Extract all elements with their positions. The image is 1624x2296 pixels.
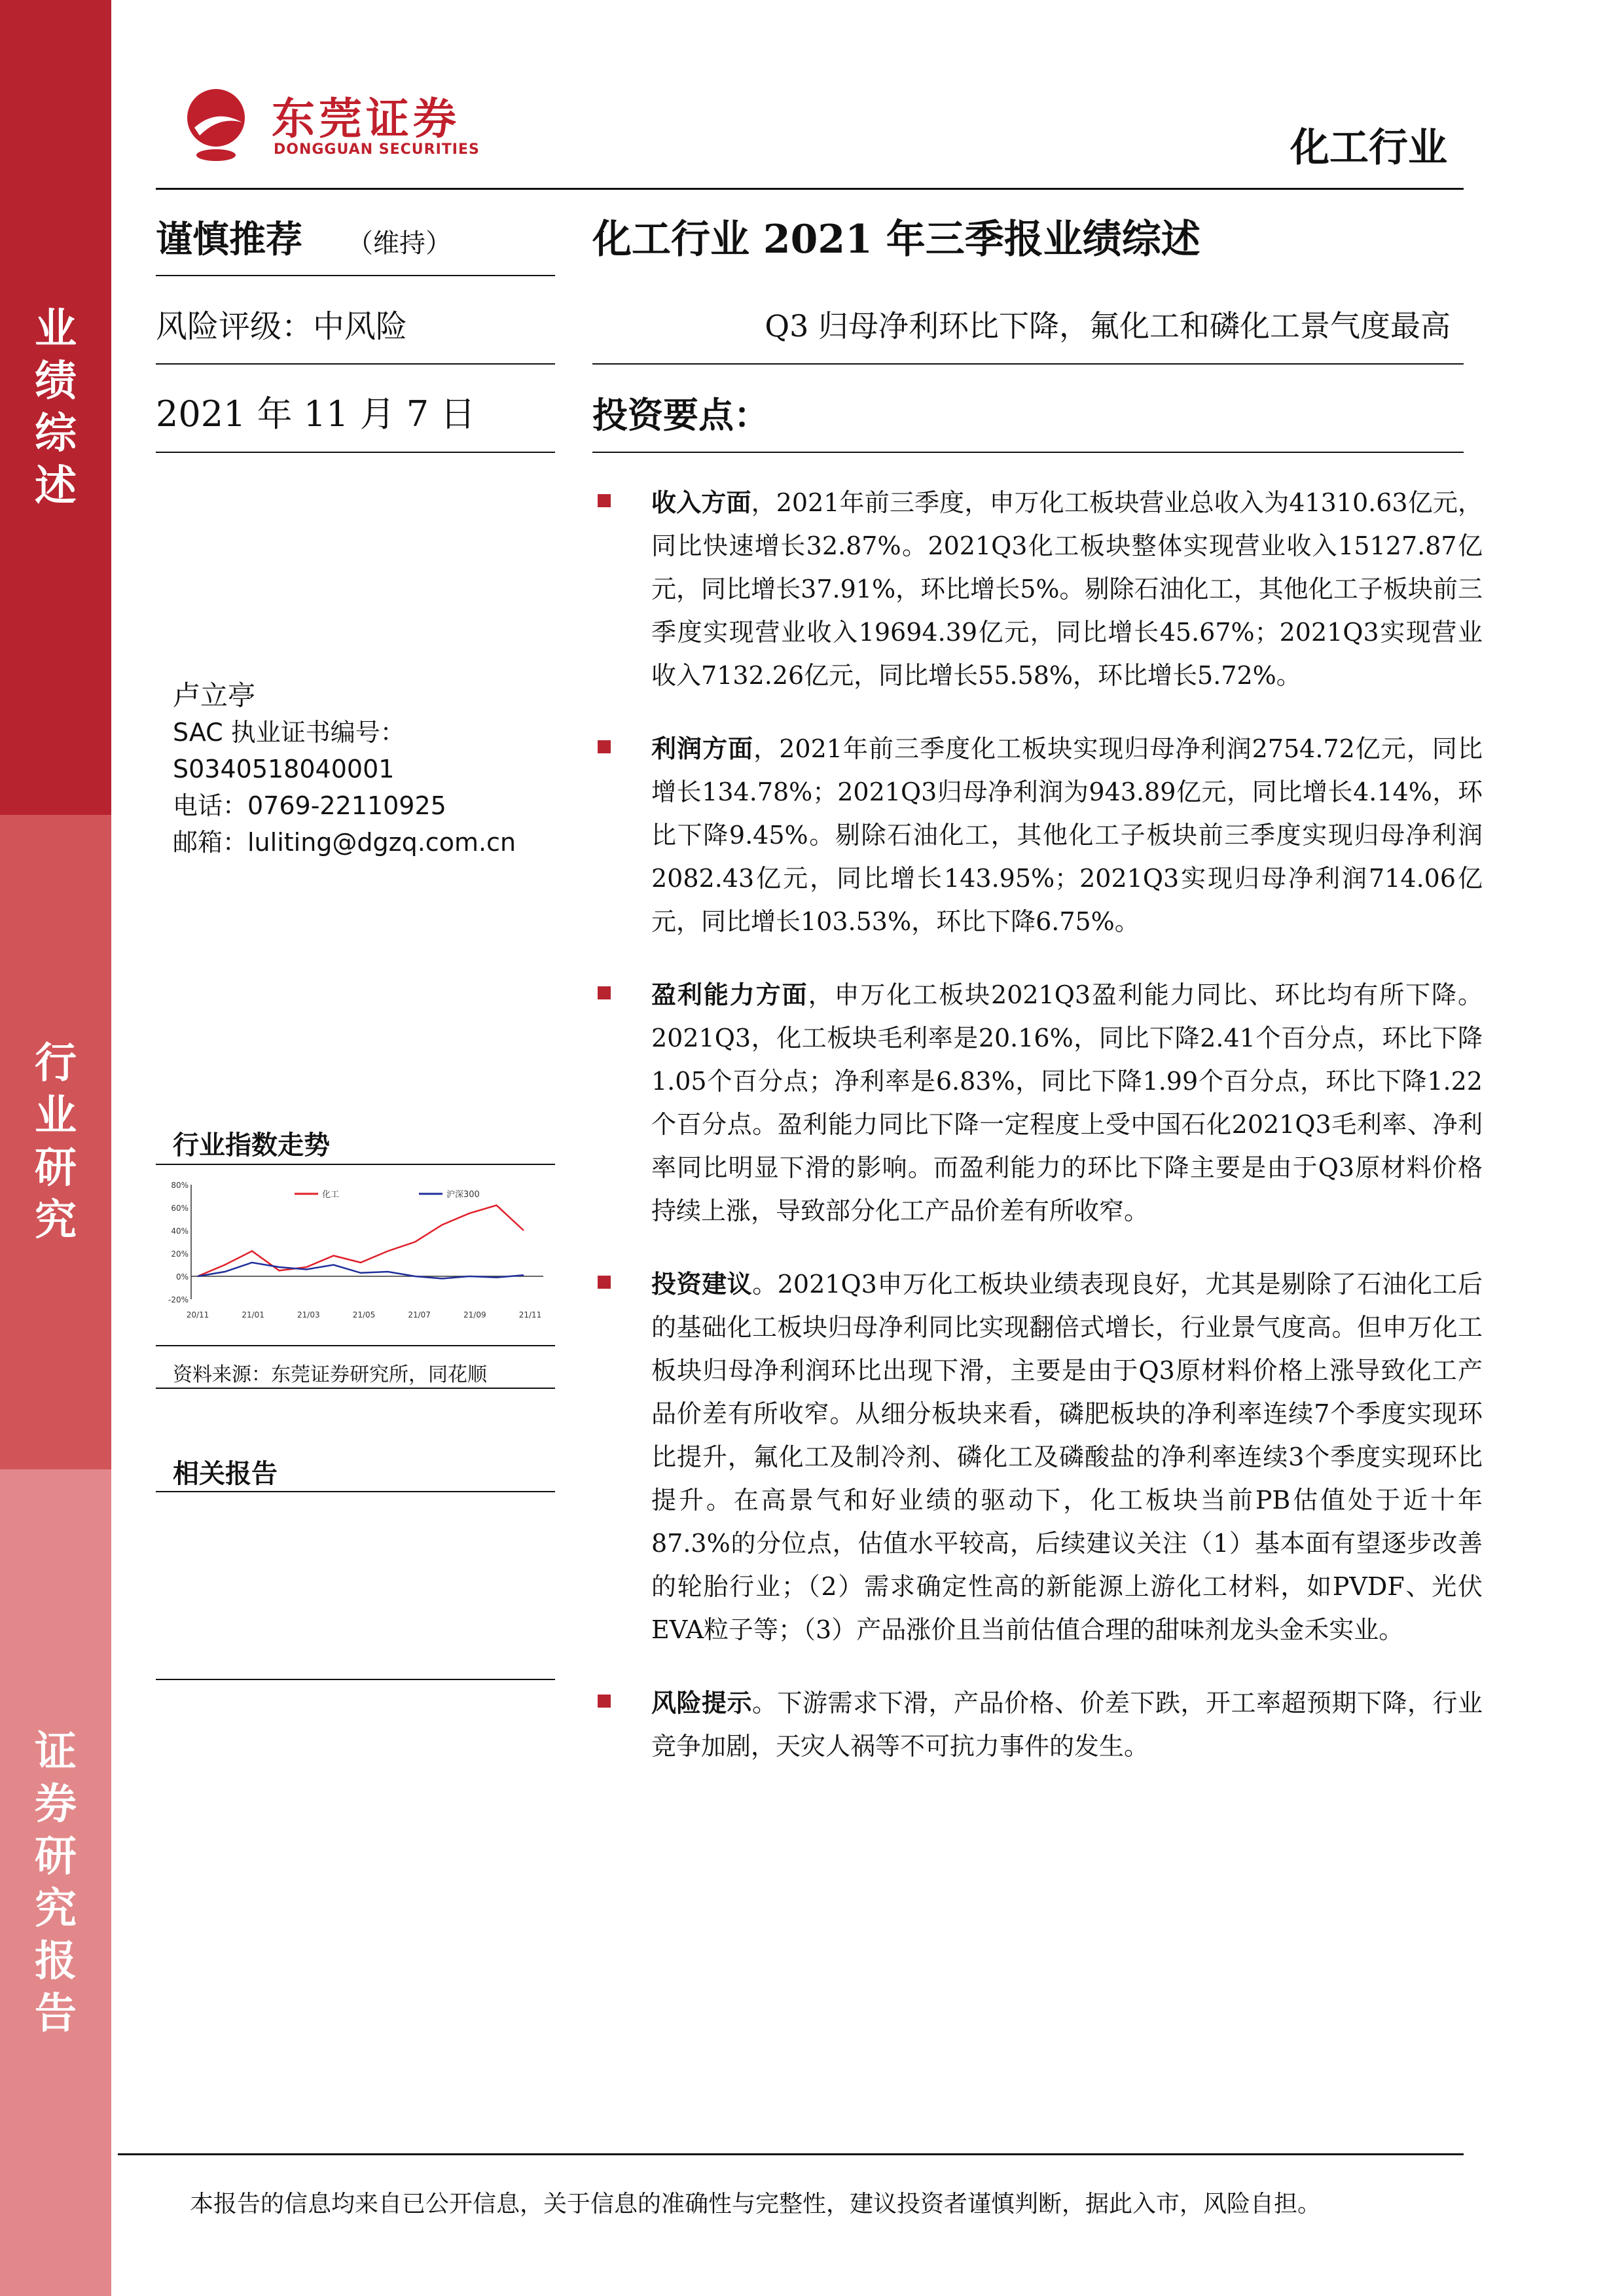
- investment-points: [592, 481, 1483, 1798]
- side-band-3: [0, 1469, 111, 2296]
- analyst-info: [173, 677, 516, 861]
- divider: [592, 452, 1464, 453]
- index-trend-chart: [164, 1178, 550, 1329]
- legend-label: 化工: [322, 1190, 340, 1200]
- divider: [156, 1164, 555, 1165]
- x-tick-label: 20/11: [186, 1310, 209, 1319]
- page-title: 化工行业 2021 年三季报业绩综述: [592, 217, 1200, 262]
- logo-subtext: DONGGUAN SECURITIES: [274, 141, 480, 158]
- side-band-label: 业绩综述: [35, 304, 77, 511]
- industry-label: 化工行业: [1290, 125, 1447, 171]
- y-tick-label: 60%: [171, 1204, 189, 1213]
- risk-rating: 风险评级：中风险: [156, 308, 408, 345]
- invest-points-title: 投资要点：: [592, 395, 769, 436]
- divider: [156, 363, 555, 365]
- y-tick-label: 40%: [171, 1227, 189, 1236]
- y-tick-label: 20%: [171, 1249, 189, 1259]
- bullet-risk: [592, 1681, 1483, 1768]
- x-tick-label: 21/05: [352, 1310, 376, 1319]
- header-divider: [156, 188, 1464, 190]
- x-tick-label: 21/03: [297, 1310, 320, 1319]
- bullet-profitability: [592, 973, 1483, 1232]
- y-tick-label: 0%: [175, 1272, 189, 1282]
- bullet-square-icon: [598, 1276, 611, 1289]
- divider: [156, 452, 555, 453]
- side-band-2: [0, 815, 111, 1469]
- divider: [156, 1491, 555, 1492]
- legend-label: 沪深300: [446, 1190, 480, 1200]
- bullet-square-icon: [598, 494, 611, 507]
- divider: [156, 1388, 555, 1389]
- divider: [156, 1345, 555, 1346]
- disclaimer: 本报告的信息均来自已公开信息，关于信息的准确性与完整性，建议投资者谨慎判断，据此入市，风险自担。: [190, 2191, 1322, 2217]
- analyst-phone: 电话：0769-22110925: [173, 791, 446, 820]
- divider: [156, 1679, 555, 1680]
- bullet-head: 盈利能力方面: [651, 980, 808, 1009]
- x-tick-label: 21/01: [242, 1310, 264, 1319]
- x-tick-label: 21/11: [518, 1310, 542, 1319]
- subtitle: Q3 归母净利环比下降，氟化工和磷化工景气度最高: [765, 308, 1451, 344]
- divider: [592, 363, 1464, 365]
- bullet-text: ，2021年前三季度化工板块实现归母净利润2754.72亿元，同比增长134.78%；2021Q3归母净利润为943.89亿元，同比增长4.14%，环比下降9.45%。剔除石油化工，其他化工子板块前三季度实现归母净利润2082.43亿元，同比增长143.95%；2021Q3实现归母净利润714.06亿元，同比增长103.53%，环比下降6.75%。: [651, 734, 1483, 936]
- report-date: 2021 年 11 月 7 日: [156, 393, 476, 435]
- bullet-head: 风险提示: [651, 1689, 752, 1717]
- bullet-text: 。下游需求下滑，产品价格、价差下跌，开工率超预期下降，行业竞争加剧，天灾人祸等不可抗力事件的发生。: [651, 1689, 1483, 1761]
- y-tick-label: 80%: [171, 1181, 189, 1190]
- bullet-text: 。2021Q3申万化工板块业绩表现良好，尤其是剔除了石油化工后的基础化工板块归母净利同比实现翻倍式增长，行业景气度高。但申万化工板块归母净利润环比出现下滑，主要是由于Q3原材料价格上涨导致化工产品价差有所收窄。从细分板块来看，磷肥板块的净利率连续7个季度实现环比提升，氟化工及制冷剂、磷化工及磷酸盐的净利率连续3个季度实现环比提升。在高景气和好业绩的驱动下，化工板块当前PB估值处于近十年87.3%的分位点，估值水平较高，后续建议关注（1）基本面有望逐步改善的轮胎行业；（2）需求确定性高的新能源上游化工材料，如PVDF、光伏EVA粒子等；（3）产品涨价且当前估值合理的甜味剂龙头金禾实业。: [651, 1270, 1483, 1644]
- bullet-text: ，申万化工板块2021Q3盈利能力同比、环比均有所下降。2021Q3，化工板块毛利率是20.16%，同比下降2.41个百分点，环比下降1.05个百分点；净利率是6.83%，同比下降1.99个百分点，环比下降1.22个百分点。盈利能力同比下降一定程度上受中国石化2021Q3毛利率、净利率同比明显下滑的影响。而盈利能力的环比下降主要是由于Q3原材料价格持续上涨，导致部分化工产品价差有所收窄。: [651, 980, 1483, 1225]
- divider: [156, 275, 555, 276]
- bullet-revenue: [592, 481, 1483, 697]
- sac-number: S0340518040001: [173, 755, 395, 783]
- bullet-square-icon: [598, 986, 611, 999]
- bullet-head: 收入方面: [651, 488, 751, 517]
- bullet-square-icon: [598, 1695, 611, 1708]
- logo-text: 东莞证券: [272, 94, 460, 144]
- bullet-square-icon: [598, 740, 611, 753]
- index-trend-title: 行业指数走势: [173, 1130, 330, 1160]
- chart-source: 资料来源：东莞证券研究所，同花顺: [173, 1363, 487, 1386]
- side-band-1: [0, 0, 111, 815]
- y-tick-label: -20%: [168, 1295, 189, 1304]
- rating-label: 谨慎推荐: [156, 219, 302, 261]
- side-band-label: 行业研究: [35, 1039, 77, 1245]
- side-band-label: 证券研究报告: [35, 1727, 77, 2038]
- bullet-investment-advice: [592, 1263, 1483, 1651]
- logo-icon: [180, 82, 252, 167]
- x-tick-label: 21/07: [408, 1310, 431, 1319]
- rating-status: （维持）: [347, 228, 452, 259]
- analyst-email: 邮箱：luliting@dgzq.com.cn: [173, 828, 516, 857]
- bullet-head: 投资建议: [651, 1270, 753, 1299]
- series-line-0: [198, 1206, 524, 1277]
- bullet-profit: [592, 727, 1483, 943]
- sac-label: SAC 执业证书编号：: [173, 718, 405, 747]
- bullet-text: ，2021年前三季度，申万化工板块营业总收入为41310.63亿元，同比快速增长32.87%。2021Q3化工板块整体实现营业收入15127.87亿元，同比增长37.91%，环比增长5%。剔除石油化工，其他化工子板块前三季度实现营业收入19694.39亿元，同比增长45.67%；2021Q3实现营业收入7132.26亿元，同比增长55.58%，环比增长5.72%。: [651, 488, 1483, 690]
- footer-divider: [118, 2153, 1464, 2155]
- related-reports-title: 相关报告: [173, 1459, 278, 1489]
- bullet-head: 利润方面: [651, 734, 754, 763]
- x-tick-label: 21/09: [463, 1310, 486, 1319]
- analyst-name: 卢立亭: [173, 679, 256, 711]
